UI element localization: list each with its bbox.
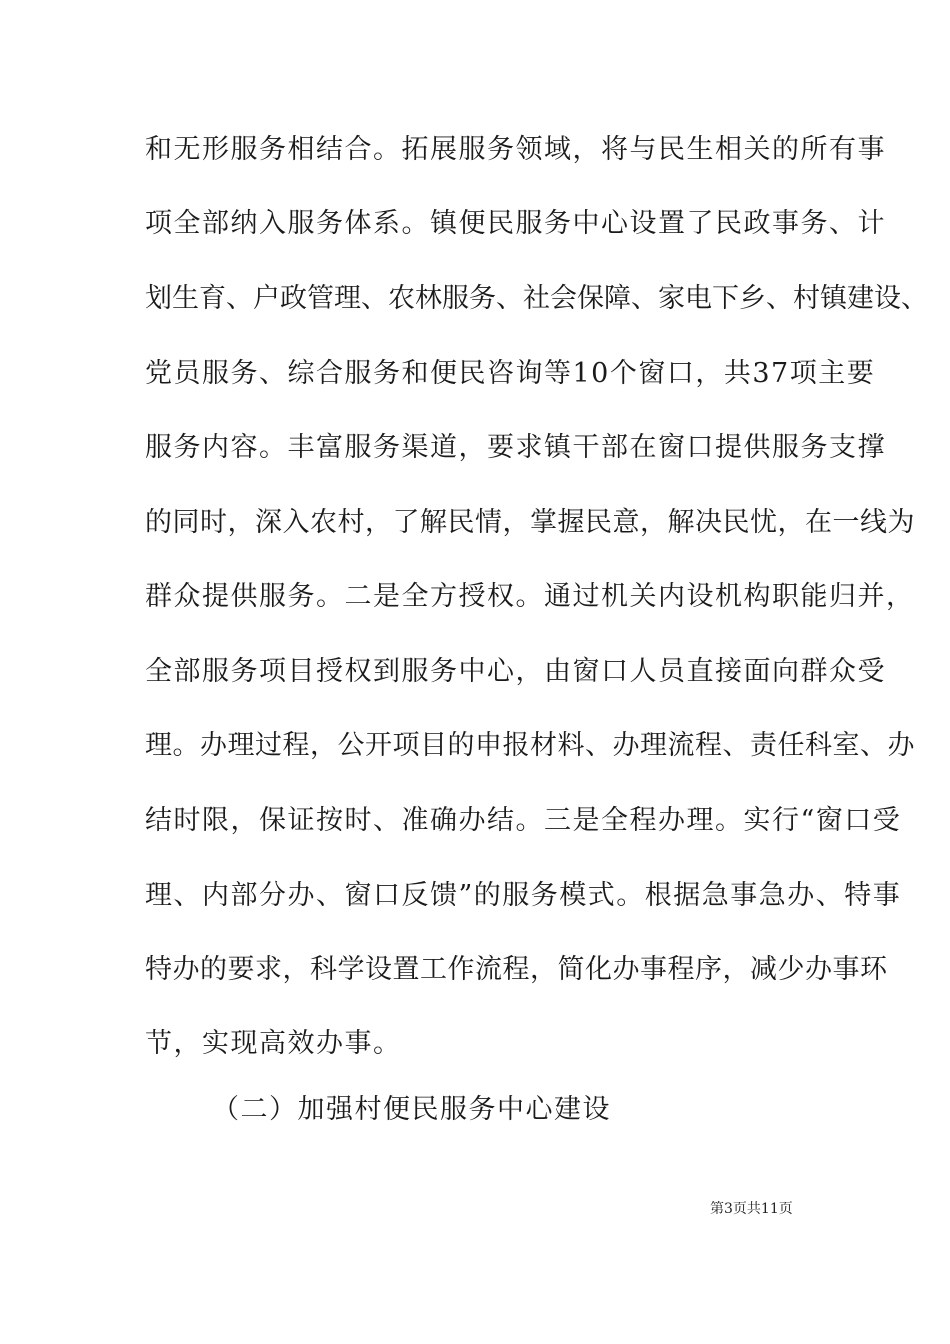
body-text-line: 理。办理过程，公开项目的申报材料、办理流程、责任科室、办 [145, 730, 915, 761]
section-heading: （二）加强村便民服务中心建设 [212, 1094, 611, 1125]
body-text-line: 项全部纳入服务体系。镇便民服务中心设置了民政事务、计 [145, 208, 886, 239]
body-text-line: 节，实现高效办事。 [145, 1028, 402, 1059]
body-text-line: 群众提供服务。二是全方授权。通过机关内设机构职能归并， [145, 581, 915, 612]
body-text-line: 全部服务项目授权到服务中心，由窗口人员直接面向群众受 [145, 656, 886, 687]
page-number-footer: 第3页共11页 [710, 1201, 793, 1217]
body-text-line: 党员服务、综合服务和便民咨询等10个窗口，共37项主要 [145, 358, 876, 389]
body-text-line: 特办的要求，科学设置工作流程，简化办事程序，减少办事环 [145, 954, 888, 985]
body-text-line: 理、内部分办、窗口反馈”的服务模式。根据急事急办、特事 [145, 880, 902, 911]
body-text-line: 服务内容。丰富服务渠道，要求镇干部在窗口提供服务支撑 [145, 432, 886, 463]
body-text-line: 和无形服务相结合。拓展服务领域，将与民生相关的所有事 [145, 134, 886, 165]
body-text-line: 的同时，深入农村，了解民情，掌握民意，解决民忧，在一线为 [145, 507, 915, 538]
body-text-line: 结时限，保证按时、准确办结。三是全程办理。实行“窗口受 [145, 805, 902, 836]
body-text-line: 划生育、户政管理、农林服务、社会保障、家电下乡、村镇建设、 [145, 283, 928, 314]
